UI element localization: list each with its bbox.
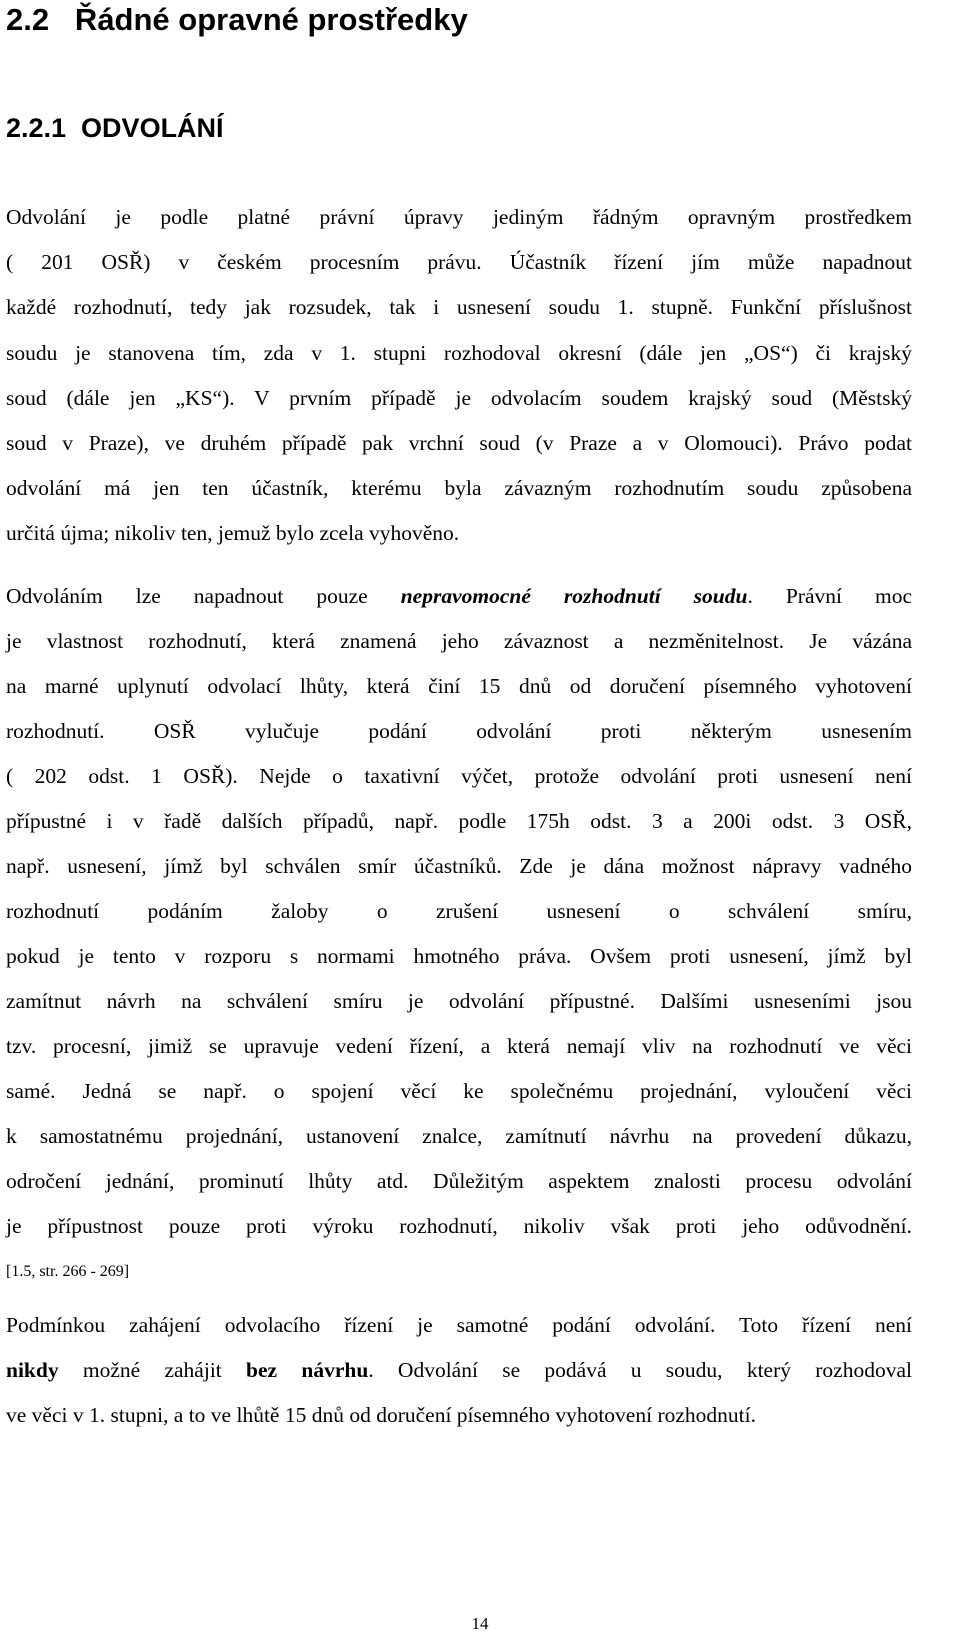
section-heading: 2.2 Řádné opravné prostředky (6, 2, 468, 37)
paragraph-line: je přípustnost pouze proti výroku rozhodnutí, nikoliv však proti jeho odůvodnění. (6, 1214, 912, 1238)
paragraph-line: samé. Jedná se např. o spojení věcí ke společnému projednání, vyloučení věci (6, 1079, 912, 1103)
paragraph-line: Podmínkou zahájení odvolacího řízení je samotné podání odvolání. Toto řízení není (6, 1313, 912, 1337)
paragraph-line (6, 1356, 912, 1384)
paragraph-line: ( 202 odst. 1 OSŘ). Nejde o taxativní výčet, protože odvolání proti usnesení není (6, 764, 912, 788)
paragraph-line: ve věci v 1. stupni, a to ve lhůtě 15 dnů od doručení písemného vyhotovení rozhodnutí. (6, 1403, 756, 1427)
paragraph-line: každé rozhodnutí, tedy jak rozsudek, tak i usnesení soudu 1. stupně. Funkční příslušnost (6, 295, 912, 319)
paragraph-line: zamítnut návrh na schválení smíru je odvolání přípustné. Dalšími usneseními jsou (6, 989, 912, 1013)
paragraph-line: přípustné i v řadě dalších případů, např. podle 175h odst. 3 a 200i odst. 3 OSŘ, (6, 809, 912, 833)
text-run: . Odvolání se podává u soudu, který rozhodoval (368, 1358, 912, 1382)
bold-text: nikdy (6, 1358, 59, 1382)
paragraph-line: soud (dále jen „KS“). V prvním případě je odvolacím soudem krajský soud (Městský (6, 386, 912, 410)
paragraph-line: rozhodnutí podáním žaloby o zrušení usnesení o schválení smíru, (6, 899, 912, 923)
text-run: možné zahájit (58, 1358, 247, 1382)
paragraph-line: Odvolání je podle platné právní úpravy jediným řádným opravným prostředkem (6, 205, 912, 229)
paragraph-line: pokud je tento v rozporu s normami hmotného práva. Ovšem proti usnesení, jímž byl (6, 944, 912, 968)
paragraph-line: odvolání má jen ten účastník, kterému byla závazným rozhodnutím soudu způsobena (6, 476, 912, 500)
text-run: . Právní moc (747, 584, 912, 608)
paragraph-line: např. usnesení, jímž byl schválen smír účastníků. Zde je dána možnost nápravy vadného (6, 854, 912, 878)
paragraph-line: soud v Praze), ve druhém případě pak vrchní soud (v Praze a v Olomouci). Právo podat (6, 431, 912, 455)
paragraph-line: je vlastnost rozhodnutí, která znamená jeho závaznost a nezměnitelnost. Je vázána (6, 629, 912, 653)
paragraph-line: ( 201 OSŘ) v českém procesním právu. Účastník řízení jím může napadnout (6, 250, 912, 274)
paragraph-line: tzv. procesní, jimiž se upravuje vedení řízení, a která nemají vliv na rozhodnutí ve věci (6, 1034, 912, 1058)
paragraph-line: odročení jednání, prominutí lhůty atd. Důležitým aspektem znalosti procesu odvolání (6, 1169, 912, 1193)
paragraph-line: k samostatnému projednání, ustanovení znalce, zamítnutí návrhu na provedení důkazu, (6, 1124, 912, 1148)
paragraph-line: na marné uplynutí odvolací lhůty, která činí 15 dnů od doručení písemného vyhotovení (6, 674, 912, 698)
paragraph-line: určitá újma; nikoliv ten, jemuž bylo zcela vyhověno. (6, 521, 460, 545)
paragraph-line (6, 582, 912, 610)
paragraph-line: soudu je stanovena tím, zda v 1. stupni rozhodoval okresní (dále jen „OS“) či krajský (6, 341, 912, 365)
bold-text: bez návrhu (246, 1358, 369, 1382)
emphasis-text: nepravomocné rozhodnutí soudu (400, 584, 748, 608)
subsection-heading: 2.2.1 ODVOLÁNÍ (6, 113, 224, 143)
citation: [1.5, str. 266 - 269] (6, 1263, 130, 1280)
paragraph-line: rozhodnutí. OSŘ vylučuje podání odvolání proti některým usnesením (6, 719, 912, 743)
page-number: 14 (471, 1614, 489, 1633)
text-run: Odvoláním lze napadnout pouze (6, 584, 401, 608)
